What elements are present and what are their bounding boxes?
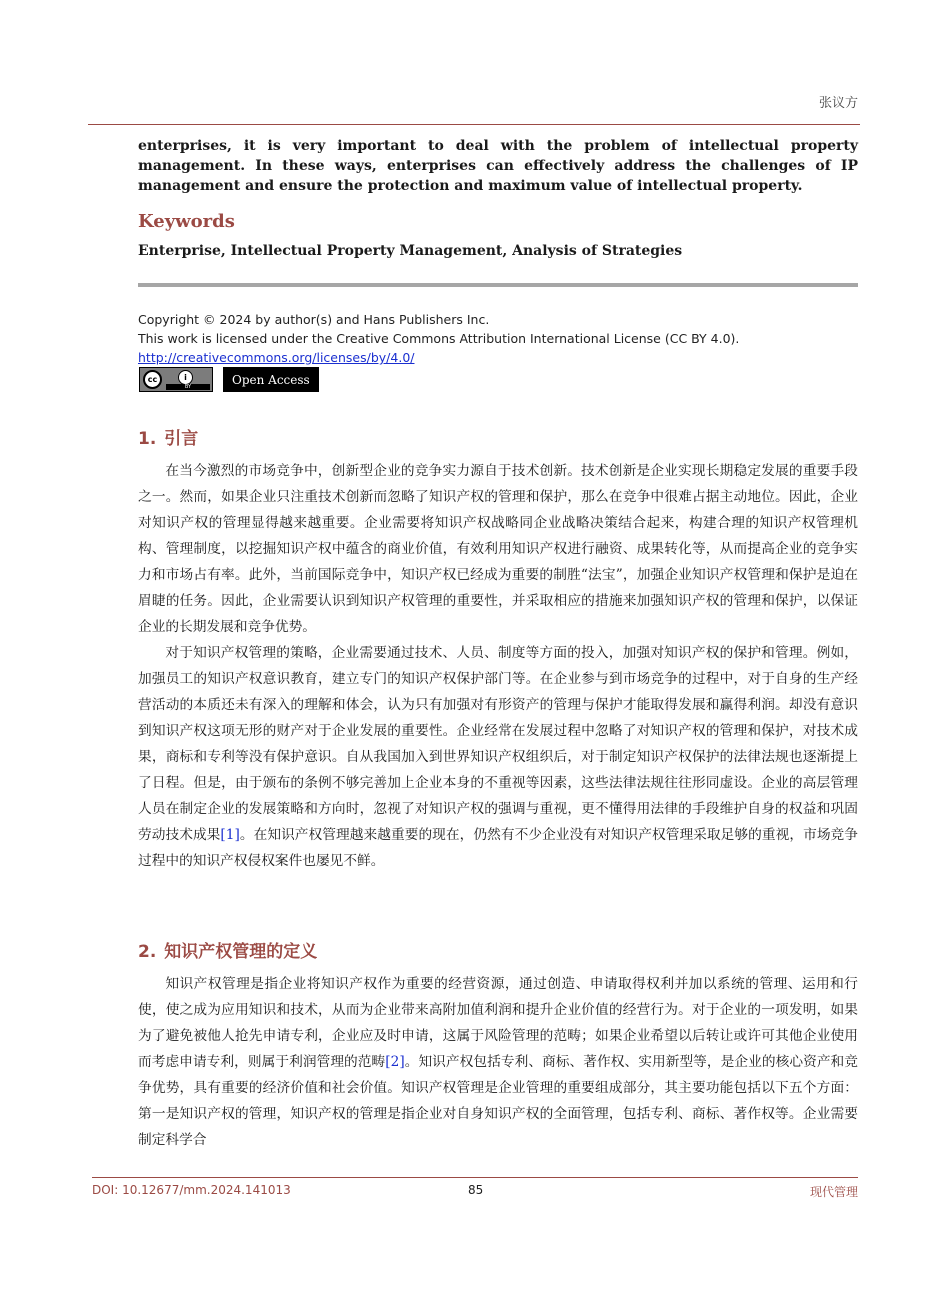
citation-link[interactable]: [1] [220,827,240,843]
section-2-body [138,971,858,1153]
footer-doi[interactable]: DOI: 10.12677/mm.2024.141013 [92,1183,291,1197]
section-1-body [138,458,858,874]
by-label: BY [166,384,210,390]
copyright-line: Copyright © 2024 by author(s) and Hans Publishers Inc. [138,312,490,327]
section-2-number: 2. [138,942,157,962]
attribution-icon: i [178,370,193,385]
license-link[interactable]: http://creativecommons.org/licenses/by/4.0/ [138,350,415,365]
footer-rule [92,1177,858,1178]
copyright-block [138,310,739,367]
paragraph-text: 。知识产权包括专利、商标、著作权、实用新型等，是企业的核心资产和竞争优势，具有重要的经济价值和社会价值。知识产权管理是企业管理的重要组成部分，其主要功能包括以下五个方面：第一是知识产权的管理，知识产权的管理是指企业对自身知识产权的全面管理，包括专利、商标、著作权等。企业需要制定科学合 [138,1054,858,1148]
license-line: This work is licensed under the Creative Commons Attribution International License (CC BY 4.0). [138,331,740,346]
section-2-title: 知识产权管理的定义 [164,942,318,962]
paragraph-text: 知识产权管理是指企业将知识产权作为重要的经营资源，通过创造、申请取得权利并加以系统的管理、运用和行使，使之成为应用知识和技术，从而为企业带来高附加值利润和提升企业价值的经营行为。对于企业的一项发明，如果为了避免被他人抢先申请专利，企业应及时申请，这属于风险管理的范畴；如果企业希望以后转让或许可其他企业使用而考虑申请专利，则属于利润管理的范畴 [138,976,858,1070]
license-badges [139,367,319,392]
footer-journal-name: 现代管理 [809,1185,858,1199]
open-access-badge[interactable]: Open Access [223,367,319,392]
paragraph-text: 对于知识产权管理的策略，企业需要通过技术、人员、制度等方面的投入，加强对知识产权的保护和管理。例如，加强员工的知识产权意识教育，建立专门的知识产权保护部门等。在企业参与到市场竞争的过程中，对于自身的生产经营活动的本质还未有深入的理解和体会，认为只有加强对有形资产的管理与保护才能取得发展和赢得利润。却没有意识到知识产权这项无形的财产对于企业发展的重要性。企业经常在发展过程中忽略了对知识产权的管理和保护，对技术成果，商标和专利等没有保护意识。自从我国加入到世界知识产权组织后，对于制定知识产权保护的法律法规也逐渐提上了日程。但是，由于颁布的条例不够完善加上企业本身的不重视等因素，这些法律法规往往形同虚设。企业的高层管理人员在制定企业的发展策略和方向时，忽视了对知识产权的强调与重视，更不懂得用法律的手段维护自身的权益和巩固劳动技术成果 [138,645,858,843]
abstract-divider [138,283,858,287]
cc-by-badge[interactable] [139,367,213,392]
footer-page-number: 85 [468,1183,484,1197]
section-2-paragraph-1 [138,971,858,1153]
cc-icon: cc [143,370,162,389]
keywords-heading: Keywords [138,211,235,232]
keywords-text: Enterprise, Intellectual Property Management, Analysis of Strategies [138,243,683,259]
section-1-number: 1. [138,429,157,449]
header-rule [88,124,860,125]
section-1-title: 引言 [164,429,199,449]
abstract-tail: enterprises, it is very important to deal with the problem of intellectual property management. In these ways, enterprises can effectively address the challenges of IP management and ensure the protection and maximum value of intellectual property. [138,138,858,194]
paragraph-text: 。在知识产权管理越来越重要的现在，仍然有不少企业没有对知识产权管理采取足够的重视，市场竞争过程中的知识产权侵权案件也屡见不鲜。 [138,827,858,869]
section-1-paragraph-2 [138,640,858,874]
section-1-paragraph-1: 在当今激烈的市场竞争中，创新型企业的竞争实力源自于技术创新。技术创新是企业实现长期稳定发展的重要手段之一。然而，如果企业只注重技术创新而忽略了知识产权的管理和保护，那么在竞争中很难占据主动地位。因此，企业对知识产权的管理显得越来越重要。企业需要将知识产权战略同企业战略决策结合起来，构建合理的知识产权管理机构、管理制度，以挖掘知识产权中蕴含的商业价值，有效利用知识产权进行融资、成果转化等，从而提高企业的竞争实力和市场占有率。此外，当前国际竞争中，知识产权已经成为重要的制胜“法宝”，加强企业知识产权管理和保护是迫在眉睫的任务。因此，企业需要认识到知识产权管理的重要性，并采取相应的措施来加强知识产权的管理和保护，以保证企业的长期发展和竞争优势。 [138,463,858,635]
section-2-heading [138,937,317,962]
citation-link[interactable]: [2] [385,1054,405,1070]
running-header-author: 张议方 [818,96,858,111]
section-1-heading [138,424,198,449]
